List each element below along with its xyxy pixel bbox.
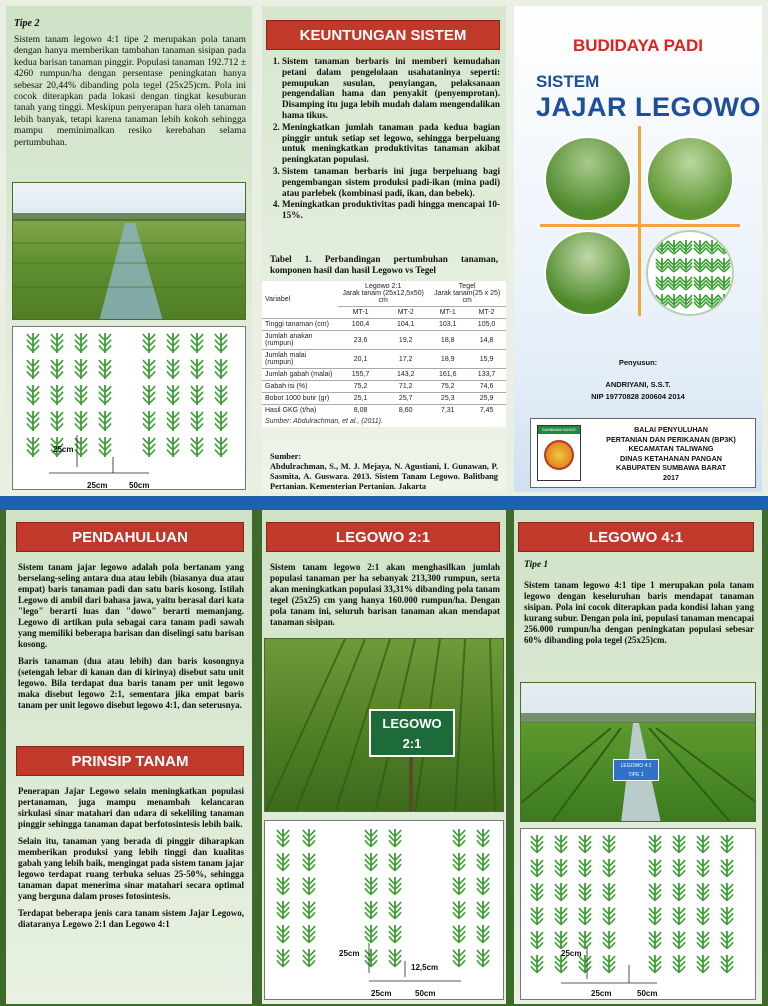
- rice-plant-icon: [215, 411, 227, 431]
- rice-plant-icon: [718, 258, 730, 272]
- rice-plant-icon: [718, 276, 730, 290]
- table-cell: 25,3: [428, 393, 467, 405]
- rice-plant-icon: [668, 294, 680, 308]
- table-row: [262, 381, 506, 393]
- rice-plant-icon: [167, 359, 179, 379]
- table-row-label: Gabah isi (%): [262, 381, 338, 393]
- rice-plant-icon: [453, 877, 465, 895]
- rice-plant-icon: [721, 907, 733, 925]
- rice-plant-icon: [303, 925, 315, 943]
- author-nip: NIP 19770828 200604 2014: [591, 392, 685, 401]
- table-row-label: Hasil GKG (t/ha): [262, 405, 338, 417]
- rice-plant-icon: [99, 411, 111, 431]
- prinsip-header: PRINSIP TANAM: [16, 746, 244, 776]
- rice-plant-icon: [603, 835, 615, 853]
- panel-tipe2: [6, 6, 252, 492]
- rice-plant-icon: [143, 411, 155, 431]
- rice-plant-icon: [75, 411, 87, 431]
- rice-plant-icon: [191, 333, 203, 353]
- sign-line1: LEGOWO: [382, 716, 442, 731]
- rice-plant-icon: [27, 385, 39, 405]
- rice-plant-icon: [191, 359, 203, 379]
- table-cell: 25,9: [467, 393, 506, 405]
- legowo21-signboard: [369, 709, 455, 757]
- table-cell: 15,9: [467, 350, 506, 369]
- table-row: [262, 319, 506, 331]
- prinsip-p3: Terdapat beberapa jenis cara tanam sistem Jajar Legowo, diataranya Legowo 2:1 dan Legowo 4:1: [18, 908, 244, 929]
- sumber-label: Sumber:: [270, 452, 302, 461]
- th-legowo-sub: Jarak tanam (25x12,5x50) cm: [342, 290, 424, 304]
- rice-plant-icon: [531, 931, 543, 949]
- table-cell: 143,2: [383, 369, 428, 381]
- rice-plant-icon: [215, 333, 227, 353]
- rice-plant-icon: [365, 877, 377, 895]
- rice-plant-icon: [579, 907, 591, 925]
- rice-plant-icon: [215, 385, 227, 405]
- brochure-outer-side: [0, 0, 768, 496]
- pendahuluan-body: [18, 562, 244, 717]
- rice-plant-icon: [531, 859, 543, 877]
- rice-plant-icon: [649, 955, 661, 973]
- rice-plant-icon: [603, 883, 615, 901]
- rice-plant-icon: [277, 853, 289, 871]
- tipe2-title: Tipe 2: [14, 18, 40, 29]
- rice-plant-icon: [673, 835, 685, 853]
- table-cell: 8,60: [383, 405, 428, 417]
- cover-photo-farmers-2: [646, 136, 734, 222]
- rice-plant-icon: [167, 437, 179, 457]
- rice-plant-icon: [477, 901, 489, 919]
- rice-plant-icon: [680, 294, 692, 308]
- org-line: BALAI PENYULUHAN: [634, 425, 708, 434]
- cover-sub2: JAJAR LEGOWO: [536, 92, 762, 122]
- rice-plant-icon: [649, 907, 661, 925]
- rice-plant-icon: [277, 829, 289, 847]
- cover-photo-field: [544, 230, 632, 316]
- table-cell: 14,8: [467, 331, 506, 350]
- cover-title: BUDIDAYA PADI: [572, 36, 704, 55]
- rice-plant-icon: [555, 931, 567, 949]
- rice-plant-icon: [365, 925, 377, 943]
- rice-plant-icon: [694, 276, 706, 290]
- legowo41-dim-h1: 25cm: [591, 989, 612, 998]
- legowo21-dim-spacing: 12,5cm: [411, 963, 439, 972]
- rice-plant-icon: [75, 385, 87, 405]
- rice-plant-icon: [531, 835, 543, 853]
- panel-legowo21: [262, 510, 506, 1004]
- org-box: [530, 418, 756, 488]
- rice-plant-icon: [555, 883, 567, 901]
- logo-emblem-icon: [544, 440, 574, 470]
- rice-plant-icon: [27, 411, 39, 431]
- legowo21-dim-h2: 50cm: [415, 989, 436, 998]
- table-cell: 17,2: [383, 350, 428, 369]
- tipe2-plant-grid: [13, 327, 247, 491]
- rice-plant-icon: [680, 276, 692, 290]
- rice-plant-icon: [531, 955, 543, 973]
- rice-plant-icon: [143, 333, 155, 353]
- sumber-text: Abdulrachman, S., M. J. Mejaya, N. Agustiani, I. Gunawan, P. Sasmita, A. Guswara. 2013. Sistem Tanam Legowo. Balitbang Pertanian. Kementerian Pertanian. Jakarta: [270, 462, 498, 491]
- rice-plant-icon: [51, 411, 63, 431]
- table-row: [262, 369, 506, 381]
- legowo21-dim-vertical: 25cm: [339, 949, 360, 958]
- rice-plant-icon: [656, 276, 668, 290]
- legowo41-signboard: [613, 759, 659, 781]
- brochure-inner-side: [0, 510, 768, 1006]
- table-row: [262, 331, 506, 350]
- rice-plant-icon: [51, 333, 63, 353]
- rice-plant-icon: [303, 877, 315, 895]
- rice-plant-icon: [167, 411, 179, 431]
- panel-cover: [514, 6, 762, 492]
- legowo21-photo: [264, 638, 504, 812]
- rice-plant-icon: [673, 955, 685, 973]
- rice-plant-icon: [668, 258, 680, 272]
- rice-plant-icon: [673, 859, 685, 877]
- rice-plant-icon: [718, 240, 730, 254]
- rice-plant-icon: [143, 359, 155, 379]
- rice-plant-icon: [694, 258, 706, 272]
- rice-plant-icon: [389, 949, 401, 967]
- prinsip-body: [18, 786, 244, 936]
- keuntungan-item: 1. Sistem tanaman berbaris ini memberi kemudahan petani dalam pengelolaan usahataninya seperti: pemupukan susulan, penyiangan, pelaksanaan pengendalian hama dan penyakit (penyemprotan). Disamping itu juga lebih mudah dalam mengendalikan hama tikus.: [282, 56, 500, 121]
- legowo41-dim-vertical: 25cm: [561, 949, 582, 958]
- th-legowo-label: Legowo 2:1: [365, 283, 402, 290]
- cover-photo-farmers-1: [544, 136, 632, 222]
- rice-plant-icon: [721, 883, 733, 901]
- legowo21-planting-diagram: [264, 820, 504, 1000]
- rice-plant-icon: [673, 907, 685, 925]
- rice-plant-icon: [389, 877, 401, 895]
- rice-plant-icon: [531, 883, 543, 901]
- tipe2-dim-h1: 25cm: [87, 481, 108, 490]
- rice-plant-icon: [191, 411, 203, 431]
- legowo21-dim-h1: 25cm: [371, 989, 392, 998]
- rice-plant-icon: [99, 359, 111, 379]
- rice-plant-icon: [477, 853, 489, 871]
- legowo41-planting-diagram: [520, 828, 756, 1000]
- org-line: 2017: [663, 472, 679, 482]
- cover-cross-h: [540, 224, 740, 227]
- table-cell: 155,7: [338, 369, 383, 381]
- rice-plant-icon: [680, 258, 692, 272]
- table-row-label: Jumlah gabah (malai): [262, 369, 338, 381]
- rice-plant-icon: [389, 853, 401, 871]
- table-row-label: Bobot 1000 butir (gr): [262, 393, 338, 405]
- rice-plant-icon: [143, 437, 155, 457]
- th-legowo: [338, 281, 428, 307]
- table-row: [262, 405, 506, 417]
- rice-plant-icon: [697, 859, 709, 877]
- rice-plant-icon: [303, 949, 315, 967]
- rice-plant-icon: [706, 258, 718, 272]
- rice-plant-icon: [656, 258, 668, 272]
- rice-plant-icon: [277, 901, 289, 919]
- rice-plant-icon: [75, 333, 87, 353]
- tipe2-dim-vertical: 25cm: [53, 445, 74, 454]
- table-cell: 18,8: [428, 331, 467, 350]
- pendahuluan-header: PENDAHULUAN: [16, 522, 244, 552]
- org-line: PERTANIAN DAN PERIKANAN (BP3K): [606, 434, 736, 444]
- rice-plant-icon: [389, 901, 401, 919]
- table-row-label: Tinggi tanaman (cm): [262, 319, 338, 331]
- table-cell: 105,0: [467, 319, 506, 331]
- rice-plant-icon: [706, 240, 718, 254]
- table-cell: 74,6: [467, 381, 506, 393]
- rice-plant-icon: [721, 931, 733, 949]
- sign-line2: 2:1: [402, 736, 422, 751]
- rice-plant-icon: [694, 240, 706, 254]
- keuntungan-item: 4. Meningkatkan produktivitas padi hingga mencapai 10-15%.: [282, 199, 500, 221]
- legowo21-header: LEGOWO 2:1: [266, 522, 500, 552]
- rice-plant-icon: [579, 883, 591, 901]
- comparison-table-wrap: [262, 281, 506, 427]
- table-cell: 23,6: [338, 331, 383, 350]
- table-row-label: Jumlah malai (rumpun): [262, 350, 338, 369]
- rice-plant-icon: [365, 949, 377, 967]
- table-cell: 7,45: [467, 405, 506, 417]
- sign41-line2: TIPE 1: [628, 772, 644, 778]
- rice-plant-icon: [365, 901, 377, 919]
- th-tegel-label: Tegel: [458, 283, 476, 290]
- rice-plant-icon: [706, 294, 718, 308]
- table-source: Sumber: Abdulrachman, et al., (2011).: [265, 418, 383, 425]
- rice-plant-icon: [99, 437, 111, 457]
- rice-plant-icon: [453, 829, 465, 847]
- keuntungan-list: [268, 56, 500, 222]
- panel-legowo41: [514, 510, 762, 1004]
- table-body: [262, 319, 506, 417]
- table-cell: 103,1: [428, 319, 467, 331]
- org-line: KECAMATAN TALIWANG: [628, 444, 714, 453]
- rice-plant-icon: [603, 859, 615, 877]
- rice-plant-icon: [697, 955, 709, 973]
- table-cell: 161,6: [428, 369, 467, 381]
- rice-plant-icon: [697, 931, 709, 949]
- rice-field-photo: [12, 182, 246, 320]
- th-mt: MT-2: [383, 307, 428, 319]
- rice-plant-icon: [649, 859, 661, 877]
- rice-plant-icon: [303, 901, 315, 919]
- table-cell: 8,08: [338, 405, 383, 417]
- rice-plant-icon: [27, 359, 39, 379]
- rice-plant-icon: [191, 385, 203, 405]
- rice-plant-icon: [718, 294, 730, 308]
- rice-plant-icon: [453, 925, 465, 943]
- rice-plant-icon: [668, 240, 680, 254]
- org-lines: [589, 425, 753, 482]
- author-name: ANDRIYANI, S.S.T.: [605, 380, 671, 389]
- tipe2-planting-diagram: [12, 326, 246, 490]
- rice-plant-icon: [721, 859, 733, 877]
- tipe2-text: Sistem tanam legowo 4:1 tipe 2 merupakan pola tanam dengan hanya memberikan tambahan tanaman sisipan pada kedua barisan tanaman pinggir. Populasi tanaman 192.712 ± 4260 rumpun/ha dengan persentase peningkatan hanya sebesar 20,44% dibanding pola tegel (25x25)cm. Pola ini cocok diterapkan pada lokasi dengan tingkat kesuburan tanah yang tinggi. Meskipun penyerapan hara oleh tanaman lebih banyak, tetapi karena tanaman lebih kokoh sehingga mampu meminimalkan resiko kerebahan selama pertumbuhan.: [14, 34, 246, 148]
- rice-plant-icon: [477, 925, 489, 943]
- panel-pendahuluan: [6, 510, 252, 1004]
- table-cell: 20,1: [338, 350, 383, 369]
- table-cell: 7,31: [428, 405, 467, 417]
- rice-plant-icon: [99, 333, 111, 353]
- legowo41-dim-h2: 50cm: [637, 989, 658, 998]
- rice-plant-icon: [697, 883, 709, 901]
- rice-plant-icon: [579, 859, 591, 877]
- table-cell: 104,1: [383, 319, 428, 331]
- table-cell: 75,2: [338, 381, 383, 393]
- prinsip-p1: Penerapan Jajar Legowo selain meningkatkan populasi pertanaman, juga mampu menambah kelancaran sirkulasi sinar matahari dan udara di sekeliling tanaman pinggir sehingga tanaman dapat berfotosintesis lebih baik.: [18, 786, 244, 829]
- logo-text: SUMBAWA BARAT: [541, 427, 577, 432]
- rice-plant-icon: [453, 901, 465, 919]
- penyusun-label: Penyusun:: [618, 358, 658, 367]
- rice-field-illustration: [13, 183, 246, 320]
- rice-plant-icon: [215, 437, 227, 457]
- keuntungan-item: 3. Sistem tanaman berbaris ini juga berpeluang bagi pengembangan sistem produksi padi-ikan (mina padi) atau parlebek (kombinasi padi, ikan, dan bebek).: [282, 166, 500, 198]
- rice-plant-icon: [99, 385, 111, 405]
- rice-plant-icon: [75, 359, 87, 379]
- rice-plant-icon: [27, 333, 39, 353]
- rice-plant-icon: [389, 829, 401, 847]
- rice-plant-icon: [555, 859, 567, 877]
- signboard-post: [409, 757, 413, 812]
- th-tegel: [428, 281, 506, 307]
- rice-plant-icon: [191, 437, 203, 457]
- th-mt: MT-1: [428, 307, 467, 319]
- table-cell: 100,4: [338, 319, 383, 331]
- rice-plant-icon: [668, 276, 680, 290]
- regency-logo: [537, 425, 581, 481]
- pendahuluan-p1: Sistem tanam jajar legowo adalah pola bertanam yang berselang-seling antara dua atau lebih (biasanya dua atau empat) baris tanaman padi dan satu baris kosong. Istilah Legowo di ambil dari bahasa jawa, yaitu berasal dari kata "lego" berarti luas dan "dowo" berarti memanjang. Legowo di artikan pula sebagai cara tanam padi sawah yang memiliki beberapa barisan dan diselingi satu barisan kosong.: [18, 562, 244, 649]
- rice-plant-icon: [721, 955, 733, 973]
- panel-keuntungan: [262, 6, 506, 492]
- rice-plant-icon: [555, 907, 567, 925]
- rice-plant-icon: [649, 835, 661, 853]
- rice-plant-icon: [303, 829, 315, 847]
- th-mt: MT-1: [338, 307, 383, 319]
- table-cell: 19,2: [383, 331, 428, 350]
- table-row: [262, 393, 506, 405]
- rice-plant-icon: [215, 359, 227, 379]
- cover-sub1: SISTEM: [536, 72, 600, 91]
- rice-plant-icon: [389, 925, 401, 943]
- legowo21-plant-grid: [265, 821, 505, 1001]
- rice-plant-icon: [143, 385, 155, 405]
- sumber-block: [270, 452, 498, 492]
- rice-plant-icon: [477, 877, 489, 895]
- rice-plant-icon: [673, 931, 685, 949]
- legowo21-text: Sistem tanam legowo 2:1 akan menghasilkan jumlah populasi tanaman per ha sebanyak 213,300 rumpun, serta akan meningkatkan populasi 33,31% dibanding pola tanam tegel (25x25) cm yang hanya 160.000 rumpun/ha. Dengan pola tanam ini, seluruh barisan tanaman akan mendapat tanaman sisipan.: [270, 562, 500, 627]
- th-variabel: Variabel: [265, 296, 291, 303]
- rice-plant-icon: [555, 835, 567, 853]
- table-cell: 25,7: [383, 393, 428, 405]
- cover-plant-grid: [648, 232, 734, 316]
- rice-plant-icon: [51, 385, 63, 405]
- rice-plant-icon: [477, 829, 489, 847]
- rice-plant-icon: [51, 359, 63, 379]
- rice-plant-icon: [277, 925, 289, 943]
- rice-plant-icon: [477, 949, 489, 967]
- rice-plant-icon: [167, 333, 179, 353]
- th-tegel-sub: Jarak tanam(25 x 25) cm: [434, 290, 501, 304]
- rice-plant-icon: [453, 853, 465, 871]
- legowo41-rows-illustration: [521, 683, 756, 822]
- legowo41-plant-grid: [521, 829, 757, 1001]
- rice-plant-icon: [531, 907, 543, 925]
- rice-plant-icon: [603, 907, 615, 925]
- rice-plant-icon: [649, 883, 661, 901]
- cover-diagram-circle: [646, 230, 734, 316]
- rice-plant-icon: [673, 883, 685, 901]
- keuntungan-item: 2. Meningkatkan jumlah tanaman pada kedua bagian pinggir untuk setiap set legowo, sehingga berpeluang untuk meningkatkan produktivitas tanaman akibat peningkatan populasi.: [282, 122, 500, 165]
- rice-plant-icon: [365, 853, 377, 871]
- rice-plant-icon: [603, 931, 615, 949]
- rice-plant-icon: [303, 853, 315, 871]
- table-cell: 75,2: [428, 381, 467, 393]
- table-row: [262, 350, 506, 369]
- rice-plant-icon: [167, 385, 179, 405]
- th-mt: MT-2: [467, 307, 506, 319]
- rice-plant-icon: [721, 835, 733, 853]
- rice-plant-icon: [453, 949, 465, 967]
- legowo41-header: LEGOWO 4:1: [518, 522, 754, 552]
- org-line: KABUPATEN SUMBAWA BARAT: [616, 463, 726, 472]
- rice-plant-icon: [697, 907, 709, 925]
- tipe2-dim-h2: 50cm: [129, 481, 150, 490]
- table-cell: 25,1: [338, 393, 383, 405]
- rice-plant-icon: [656, 294, 668, 308]
- table-row-label: Jumlah anakan (rumpun): [262, 331, 338, 350]
- rice-plant-icon: [603, 955, 615, 973]
- sign41-line1: LEGOWO 4:1: [620, 763, 652, 769]
- table-cell: 18,9: [428, 350, 467, 369]
- rice-plant-icon: [579, 835, 591, 853]
- rice-plant-icon: [579, 931, 591, 949]
- rice-plant-icon: [277, 877, 289, 895]
- keuntungan-header: KEUNTUNGAN SISTEM: [266, 20, 500, 50]
- legowo41-photo: [520, 682, 756, 822]
- table-caption: Tabel 1. Perbandingan pertumbuhan tanaman, komponen hasil dan hasil Legowo vs Tegel: [270, 254, 498, 276]
- table-cell: 71,2: [383, 381, 428, 393]
- legowo41-tipe: Tipe 1: [524, 560, 549, 570]
- org-line: DINAS KETAHANAN PANGAN: [620, 453, 722, 463]
- rice-plant-icon: [27, 437, 39, 457]
- table-cell: 133,7: [467, 369, 506, 381]
- rice-plant-icon: [649, 931, 661, 949]
- rice-plant-icon: [365, 829, 377, 847]
- rice-plant-icon: [694, 294, 706, 308]
- rice-plant-icon: [277, 949, 289, 967]
- pendahuluan-p2: Baris tanaman (dua atau lebih) dan baris kosongnya (setengah lebar di kanan dan di kirinya) disebut satu unit legowo. Bila terdapat dua baris tanam per unit legowo maka disebut legowo 2:1, sementara jika empat baris tanam per unit legowo disebut legowo 4:1, dan seterusnya.: [18, 656, 244, 710]
- rice-plant-icon: [706, 276, 718, 290]
- comparison-table: [262, 281, 506, 416]
- cover-cross-v: [638, 126, 641, 316]
- rice-plant-icon: [680, 240, 692, 254]
- rice-plant-icon: [697, 835, 709, 853]
- legowo41-text: Sistem tanam legowo 4:1 tipe 1 merupakan pola tanam legowo dengan keseluruhan baris mendapat tanaman sisipan. Pola ini cocok diterapkan pada kondisi lahan yang kurang subur. Dengan pola ini, populasi tanaman mencapai 256.000 rumpun/ha dengan peningkatan populasi sebesar 60% dibanding pola tegel (25x25)cm.: [524, 580, 754, 645]
- prinsip-p2: Selain itu, tanaman yang berada di pinggir diharapkan memberikan produksi yang lebih tinggi dan kualitas gabah yang lebih baik, mengingat pada sistem tanam jajar legowo terdapat ruang terbuka seluas 25-50%, sehingga tanaman dapat menerima sinar matahari secara optimal yang berguna dalam proses fotosintesis.: [18, 836, 244, 901]
- rice-plant-icon: [656, 240, 668, 254]
